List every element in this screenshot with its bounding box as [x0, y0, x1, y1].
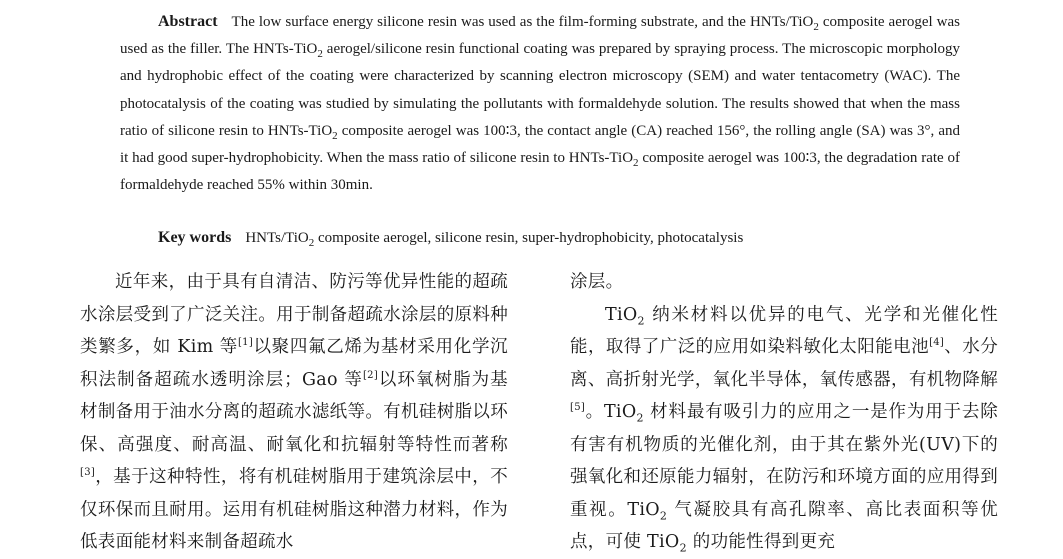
- keywords-text: HNTs/TiO: [245, 230, 309, 246]
- body-text: 以环氧树脂为基材制备用于油水分离的超疏水滤纸等。有机硅树脂以环保、高强度、耐高温、耐氧化和抗辐射等特性而著称: [80, 369, 508, 455]
- subscript: 2: [317, 48, 323, 61]
- abstract-text: composite aerogel was 100∶3, the degradation rate of formaldehyde reached 55% within 30min.: [120, 150, 960, 194]
- body-text: 、水分离、高折射光学，氧化半导体，氧传感器，有机物降解: [570, 337, 998, 390]
- citation-link[interactable]: [5]: [570, 402, 586, 414]
- body-column-left: [80, 266, 508, 559]
- body-text: 以聚四氟乙烯为基材采用化学沉积法制备超疏水透明涂层；Gao 等: [80, 337, 508, 390]
- subscript: 2: [679, 541, 687, 555]
- body-text: 纳米材料以优异的电气、光学和光催化性能，取得了广泛的应用如染料敏化太阳能电池: [570, 304, 998, 357]
- citation-link[interactable]: [2]: [362, 369, 379, 381]
- body-text: 的功能性得到更充: [686, 532, 836, 552]
- keywords-label: Key words: [158, 229, 232, 246]
- citation-link[interactable]: [3]: [80, 467, 96, 479]
- abstract-text: The low surface energy silicone resin was used as the film-forming substrate, and the HNTs/TiO: [231, 14, 814, 30]
- subscript: 2: [332, 129, 338, 142]
- citation-link[interactable]: [4]: [929, 337, 945, 349]
- body-text: 气凝胶具有高孔隙率、高比表面积等优点，可使 TiO: [570, 499, 999, 552]
- subscript: 2: [636, 411, 644, 425]
- body-paragraph: [80, 266, 508, 559]
- subscript: 2: [308, 237, 315, 249]
- keywords-line: [158, 224, 958, 252]
- abstract-text: aerogel/silicone resin functional coating was prepared by spraying process. The microscopic morphology and hydrophobic effect of the coating were characterized by scanning electron microscopy (SEM) and water tentacometry (WAC). The photocatalysis of the coating was studied by simulating the pollutants with formaldehyde solution. The results showed that when the mass ratio of silicone resin to HNTs-TiO: [120, 41, 961, 139]
- body-text: ，基于这种特性，将有机硅树脂用于建筑涂层中，不仅环保而且耐用。运用有机硅树脂这种潜力材料，作为低表面能材料来制备超疏水: [80, 467, 508, 552]
- body-text: 材料最有吸引力的应用之一是作为用于去除有害有机物质的光催化剂，由于其在紫外光(UV)下的强氧化和还原能力辐射，在防污和环境方面的应用得到重视。TiO: [570, 402, 998, 520]
- body-text: TiO: [605, 304, 638, 325]
- body-paragraph: [570, 299, 998, 559]
- subscript: 2: [813, 21, 819, 33]
- citation-link[interactable]: [1]: [237, 337, 254, 349]
- abstract-text: composite aerogel was used as the filler. The HNTs-TiO: [120, 14, 960, 58]
- body-text: 。TiO: [585, 402, 637, 422]
- body-paragraph-continued: 涂层。: [570, 272, 624, 292]
- keywords-text: composite aerogel, silicone resin, super-hydrophobicity, photocatalysis: [314, 230, 744, 246]
- subscript: 2: [659, 509, 668, 522]
- subscript: 2: [633, 157, 639, 170]
- body-column-right: [570, 266, 998, 559]
- abstract-paragraph: [120, 8, 960, 199]
- abstract-label: Abstract: [158, 13, 218, 30]
- subscript: 2: [637, 314, 645, 327]
- body-text: 近年来，由于具有自清洁、防污等优异性能的超疏水涂层受到了广泛关注。用于制备超疏水涂层的原料种类繁多，如 Kim 等: [80, 272, 508, 357]
- abstract-text: composite aerogel was 100∶3, the contact angle (CA) reached 156°, the rolling angle (SA) was 3°, and it had good super-hydrophobicity. When the mass ratio of silicone resin to HNTs-TiO: [120, 122, 961, 167]
